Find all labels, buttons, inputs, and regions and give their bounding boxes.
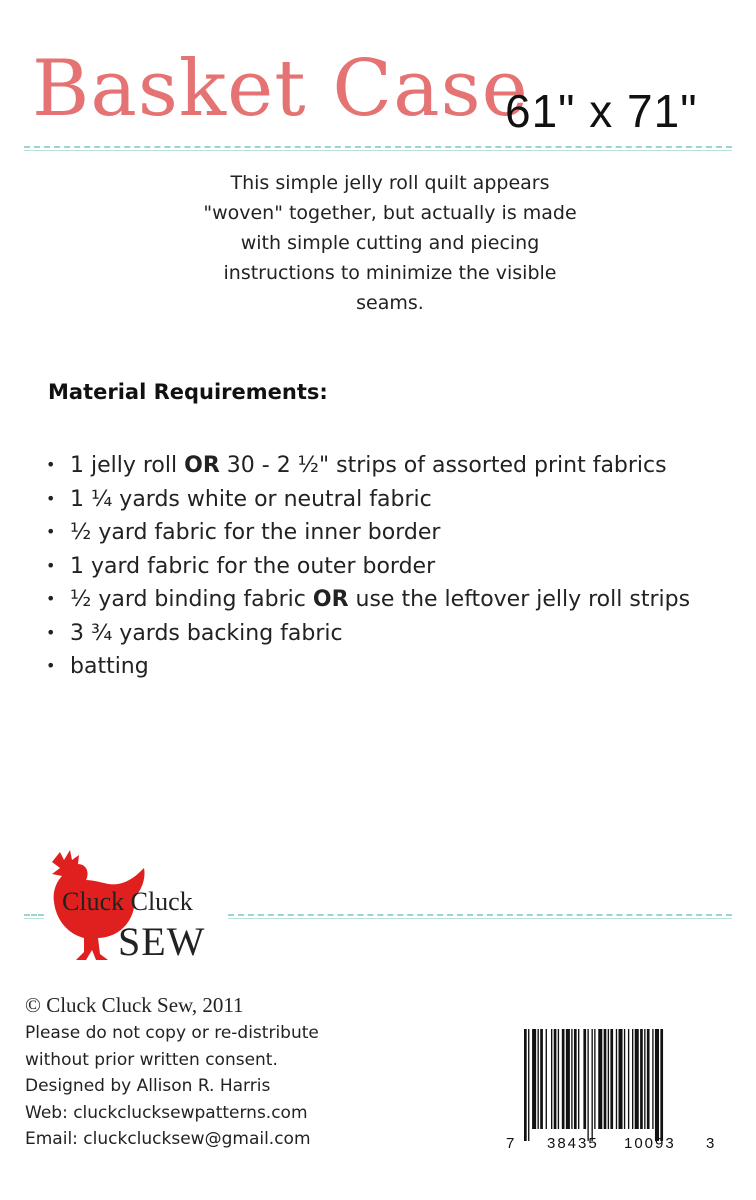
barcode-bar — [551, 1029, 552, 1129]
quilt-size: 61" x 71" — [505, 85, 698, 137]
barcode-bar — [558, 1029, 559, 1129]
barcode-bar — [578, 1029, 579, 1129]
item-text: ½ yard binding fabric — [70, 587, 313, 612]
barcode-bar — [647, 1029, 650, 1129]
item-text: ½ yard fabric for the inner border — [70, 520, 441, 545]
barcode-bar — [616, 1029, 617, 1129]
barcode-bar — [655, 1029, 659, 1141]
intro-line: "woven" together, but actually is made — [203, 202, 577, 224]
barcode-bar — [583, 1029, 586, 1129]
barcode-bar — [598, 1029, 602, 1129]
intro-line: with simple cutting and piecing — [240, 232, 540, 254]
materials-item — [46, 449, 690, 483]
email-link[interactable]: Email: cluckclucksew@gmail.com — [25, 1129, 311, 1149]
barcode-group-2: 10093 — [624, 1135, 676, 1152]
barcode-group-1: 38435 — [547, 1135, 599, 1152]
barcode-bar — [594, 1029, 595, 1129]
barcode-bar — [587, 1029, 588, 1141]
materials-item — [46, 550, 690, 584]
materials-item — [46, 483, 690, 517]
intro-line: instructions to minimize the visible — [223, 262, 557, 284]
logo-text-sew: SEW — [118, 919, 206, 964]
barcode-bar — [652, 1029, 653, 1129]
intro-text — [190, 168, 590, 318]
bullet-icon: • — [46, 455, 56, 474]
barcode-digit-last: 3 — [706, 1135, 715, 1152]
designer-credit: Designed by Allison R. Harris — [25, 1076, 271, 1096]
item-emphasis: OR — [312, 587, 349, 612]
intro-line: This simple jelly roll quilt appears — [230, 172, 550, 194]
barcode-bar — [538, 1029, 539, 1129]
materials-item — [46, 650, 690, 684]
materials-list — [46, 449, 690, 684]
materials-item — [46, 516, 690, 550]
barcode-bar — [528, 1029, 529, 1141]
website-link[interactable]: Web: cluckclucksewpatterns.com — [25, 1102, 308, 1123]
barcode-bar — [540, 1029, 543, 1129]
logo-text-cluck: Cluck Cluck — [62, 887, 193, 916]
item-text: batting — [70, 654, 149, 679]
footer-line: without prior written consent. — [25, 1049, 278, 1070]
barcode-bar — [635, 1029, 639, 1129]
materials-item — [46, 583, 690, 617]
materials-heading: Material Requirements: — [48, 380, 328, 404]
logo-divider-right — [228, 914, 732, 916]
bullet-icon: • — [46, 522, 56, 541]
barcode-bar — [608, 1029, 609, 1129]
barcode-bar — [532, 1029, 536, 1129]
bullet-icon: • — [46, 555, 56, 575]
item-emphasis: OR — [184, 453, 220, 478]
barcode-icon — [520, 1029, 712, 1145]
materials-item — [46, 617, 690, 651]
item-text: 3 ¾ yards backing fabric — [70, 620, 343, 646]
barcode-bar — [619, 1029, 623, 1129]
barcode-bar — [592, 1029, 593, 1141]
item-text: 1 jelly roll — [70, 453, 185, 478]
logo-divider-left — [24, 914, 44, 916]
barcode-bar — [571, 1029, 572, 1129]
bullet-icon: • — [46, 656, 56, 675]
footer-info — [25, 990, 319, 1153]
barcode-bar — [524, 1029, 527, 1141]
footer-line: Please do not copy or re-distribute — [25, 1023, 319, 1043]
pattern-title: Basket Case — [32, 44, 529, 134]
copyright: © Cluck Cluck Sew, 2011 — [25, 993, 244, 1017]
barcode-bar — [610, 1029, 613, 1129]
header-divider — [24, 146, 732, 148]
item-text: 1 yard fabric for the outer border — [70, 553, 436, 579]
barcode-bar — [562, 1029, 565, 1129]
item-text: use the leftover jelly roll strips — [348, 587, 691, 612]
barcode-bar — [566, 1029, 570, 1129]
bullet-icon: • — [46, 589, 56, 608]
barcode-bar — [628, 1029, 629, 1129]
barcode-bar — [640, 1029, 643, 1129]
barcode-bar — [632, 1029, 633, 1129]
barcode-digit-first: 7 — [506, 1135, 515, 1152]
barcode-bar — [624, 1029, 625, 1129]
barcode-bar — [660, 1029, 663, 1141]
item-text: 30 - 2 ½" strips of assorted print fabrics — [219, 453, 667, 478]
bullet-icon: • — [46, 488, 56, 508]
barcode-bar — [546, 1029, 547, 1129]
item-text: 1 ¼ yards white or neutral fabric — [70, 486, 432, 512]
barcode-bar — [554, 1029, 557, 1129]
barcode-bar — [574, 1029, 577, 1129]
barcode-bar — [604, 1029, 607, 1129]
bullet-icon: • — [46, 622, 56, 642]
intro-line: seams. — [356, 292, 424, 314]
barcode-bar — [644, 1029, 645, 1129]
